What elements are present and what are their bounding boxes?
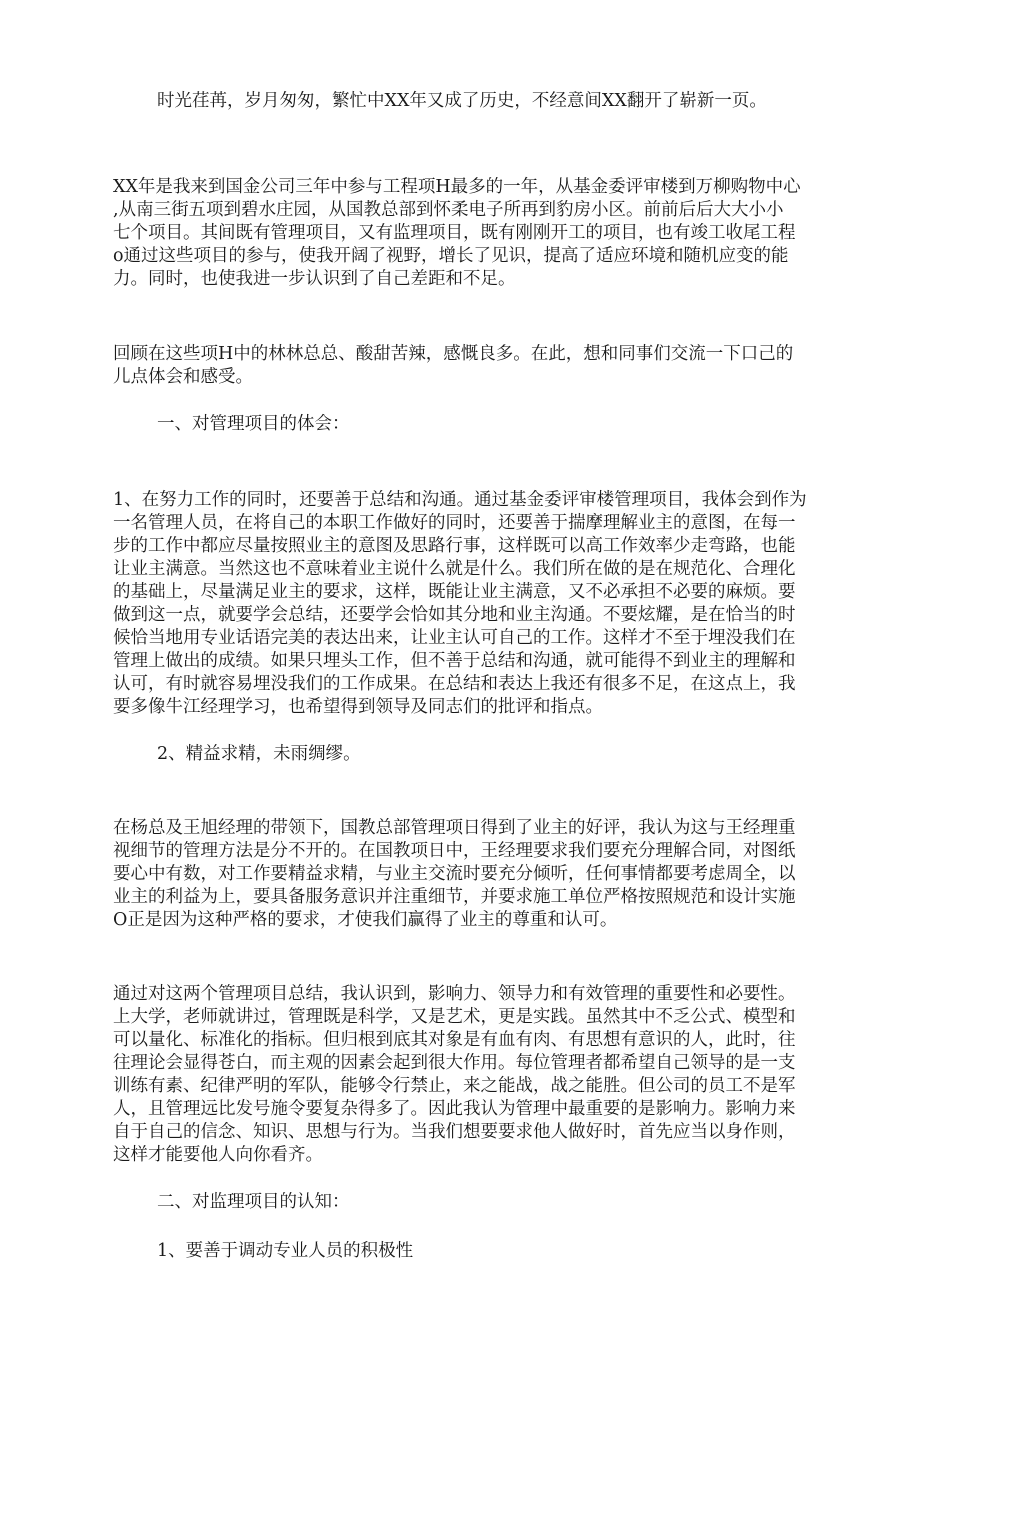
text-line: 认可，有时就容易埋没我们的工作成果。在总结和表达上我还有很多不足，在这点上，我 — [113, 674, 796, 694]
intro-paragraph — [157, 90, 767, 113]
overview-paragraph — [113, 176, 801, 291]
text-line: 一名管理人员，在将自己的本职工作做好的同时，还要善于揣摩理解业主的意图，在每一 — [113, 513, 796, 533]
text-line: o通过这些项目的参与，使我开阔了视野，增长了见识，提高了适应环境和随机应变的能 — [113, 246, 789, 266]
text-line: 步的工作中都应尽量按照业主的意图及思路行事，这样既可以高工作效率少走弯路，也能 — [113, 536, 796, 556]
text-line: 训练有素、纪律严明的军队，能够令行禁止，来之能战，战之能胜。但公司的员工不是军 — [113, 1076, 796, 1096]
text-line: XX年是我来到国金公司三年中参与工程项H最多的一年，从基金委评审楼到万柳购物中心 — [113, 177, 801, 197]
section-heading-management — [157, 413, 350, 436]
text-line: ,从南三街五项到碧水庄园，从国教总部到怀柔电子所再到豹房小区。前前后后大大小小 — [113, 200, 784, 220]
text-line: 管理上做出的成绩。如果只埋头工作，但不善于总结和沟通，就可能得不到业主的理解和 — [113, 651, 796, 671]
text-line: 儿点体会和感受。 — [113, 367, 253, 387]
text-line: 视细节的管理方法是分不开的。在国教项日中，王经理要求我们要充分理解合同，对图纸 — [113, 841, 796, 861]
text-line: 的基础上，尽量满足业主的要求，这样，既能让业主满意，又不必承担不必要的麻烦。要 — [113, 582, 796, 602]
text-line: 通过对这两个管理项目总结，我认识到，影响力、领导力和有效管理的重要性和必要性。 — [113, 984, 796, 1004]
text-line: 七个项目。其间既有管理项目，又有监理项目，既有刚刚开工的项目，也有竣工收尾工程 — [113, 223, 796, 243]
text-line: 1、在努力工作的同时，还要善于总结和沟通。通过基金委评审楼管理项目，我体会到作为 — [113, 490, 807, 510]
supervision-point-1-heading — [157, 1240, 413, 1263]
text-line: 业主的利益为上，要具备服务意识并注重细节，并要求施工单位严格按照规范和设计实施 — [113, 887, 796, 907]
text-line: 时光荏苒，岁月匆匆，繁忙中XX年又成了历史，不经意间XX翻开了崭新一页。 — [157, 91, 767, 111]
text-line: 往理论会显得苍白，而主观的因素会起到很大作用。每位管理者都希望自己领导的是一支 — [113, 1053, 796, 1073]
text-line: 在杨总及王旭经理的带领下，国教总部管理项日得到了业主的好评，我认为这与王经理重 — [113, 818, 796, 838]
text-line: 力。同时，也使我进一步认识到了自己差距和不足。 — [113, 269, 516, 289]
text-line: 要心中有数，对工作要精益求精，与业主交流时要充分倾听，任何事情都要考虑周全，以 — [113, 864, 796, 884]
text-line: 人，且管理远比发号施令要复杂得多了。因此我认为管理中最重要的是影响力。影响力来 — [113, 1099, 796, 1119]
text-line: 自于自己的信念、知识、思想与行为。当我们想要要求他人做好时，首先应当以身作则， — [113, 1122, 796, 1142]
text-line: 2、精益求精，未雨绸缪。 — [157, 744, 361, 764]
text-line: 让业主满意。当然这也不意味着业主说什么就是什么。我们所在做的是在规范化、合理化 — [113, 559, 796, 579]
review-paragraph — [113, 343, 793, 389]
text-line: 做到这一点，就要学会总结，还要学会恰如其分地和业主沟通。不要炫耀，是在恰当的时 — [113, 605, 796, 625]
point-1-paragraph — [113, 489, 807, 719]
point-2-paragraph — [113, 817, 796, 932]
point-2-heading — [157, 743, 361, 766]
summary-paragraph — [113, 983, 796, 1167]
text-line: 一、对管理项目的体会： — [157, 414, 350, 434]
text-line: 上大学，老师就讲过，管理既是科学，又是艺术，更是实践。虽然其中不乏公式、模型和 — [113, 1007, 796, 1027]
text-line: 1、要善于调动专业人员的积极性 — [157, 1241, 414, 1261]
text-line: 可以量化、标准化的指标。但归根到底其对象是有血有肉、有思想有意识的人，此时，往 — [113, 1030, 796, 1050]
text-line: 要多像牛江经理学习，也希望得到领导及同志们的批评和指点。 — [113, 697, 603, 717]
text-line: O正是因为这种严格的要求，才使我们赢得了业主的尊重和认可。 — [113, 910, 618, 930]
text-line: 候恰当地用专业话语完美的表达出来，让业主认可自己的工作。这样才不至于埋没我们在 — [113, 628, 796, 648]
text-line: 这样才能要他人向你看齐。 — [113, 1145, 323, 1165]
text-line: 回顾在这些项H中的林林总总、酸甜苦辣，感慨良多。在此，想和同事们交流一下口己的 — [113, 344, 794, 364]
text-line: 二、对监理项目的认知： — [157, 1192, 350, 1212]
section-heading-supervision — [157, 1191, 350, 1214]
